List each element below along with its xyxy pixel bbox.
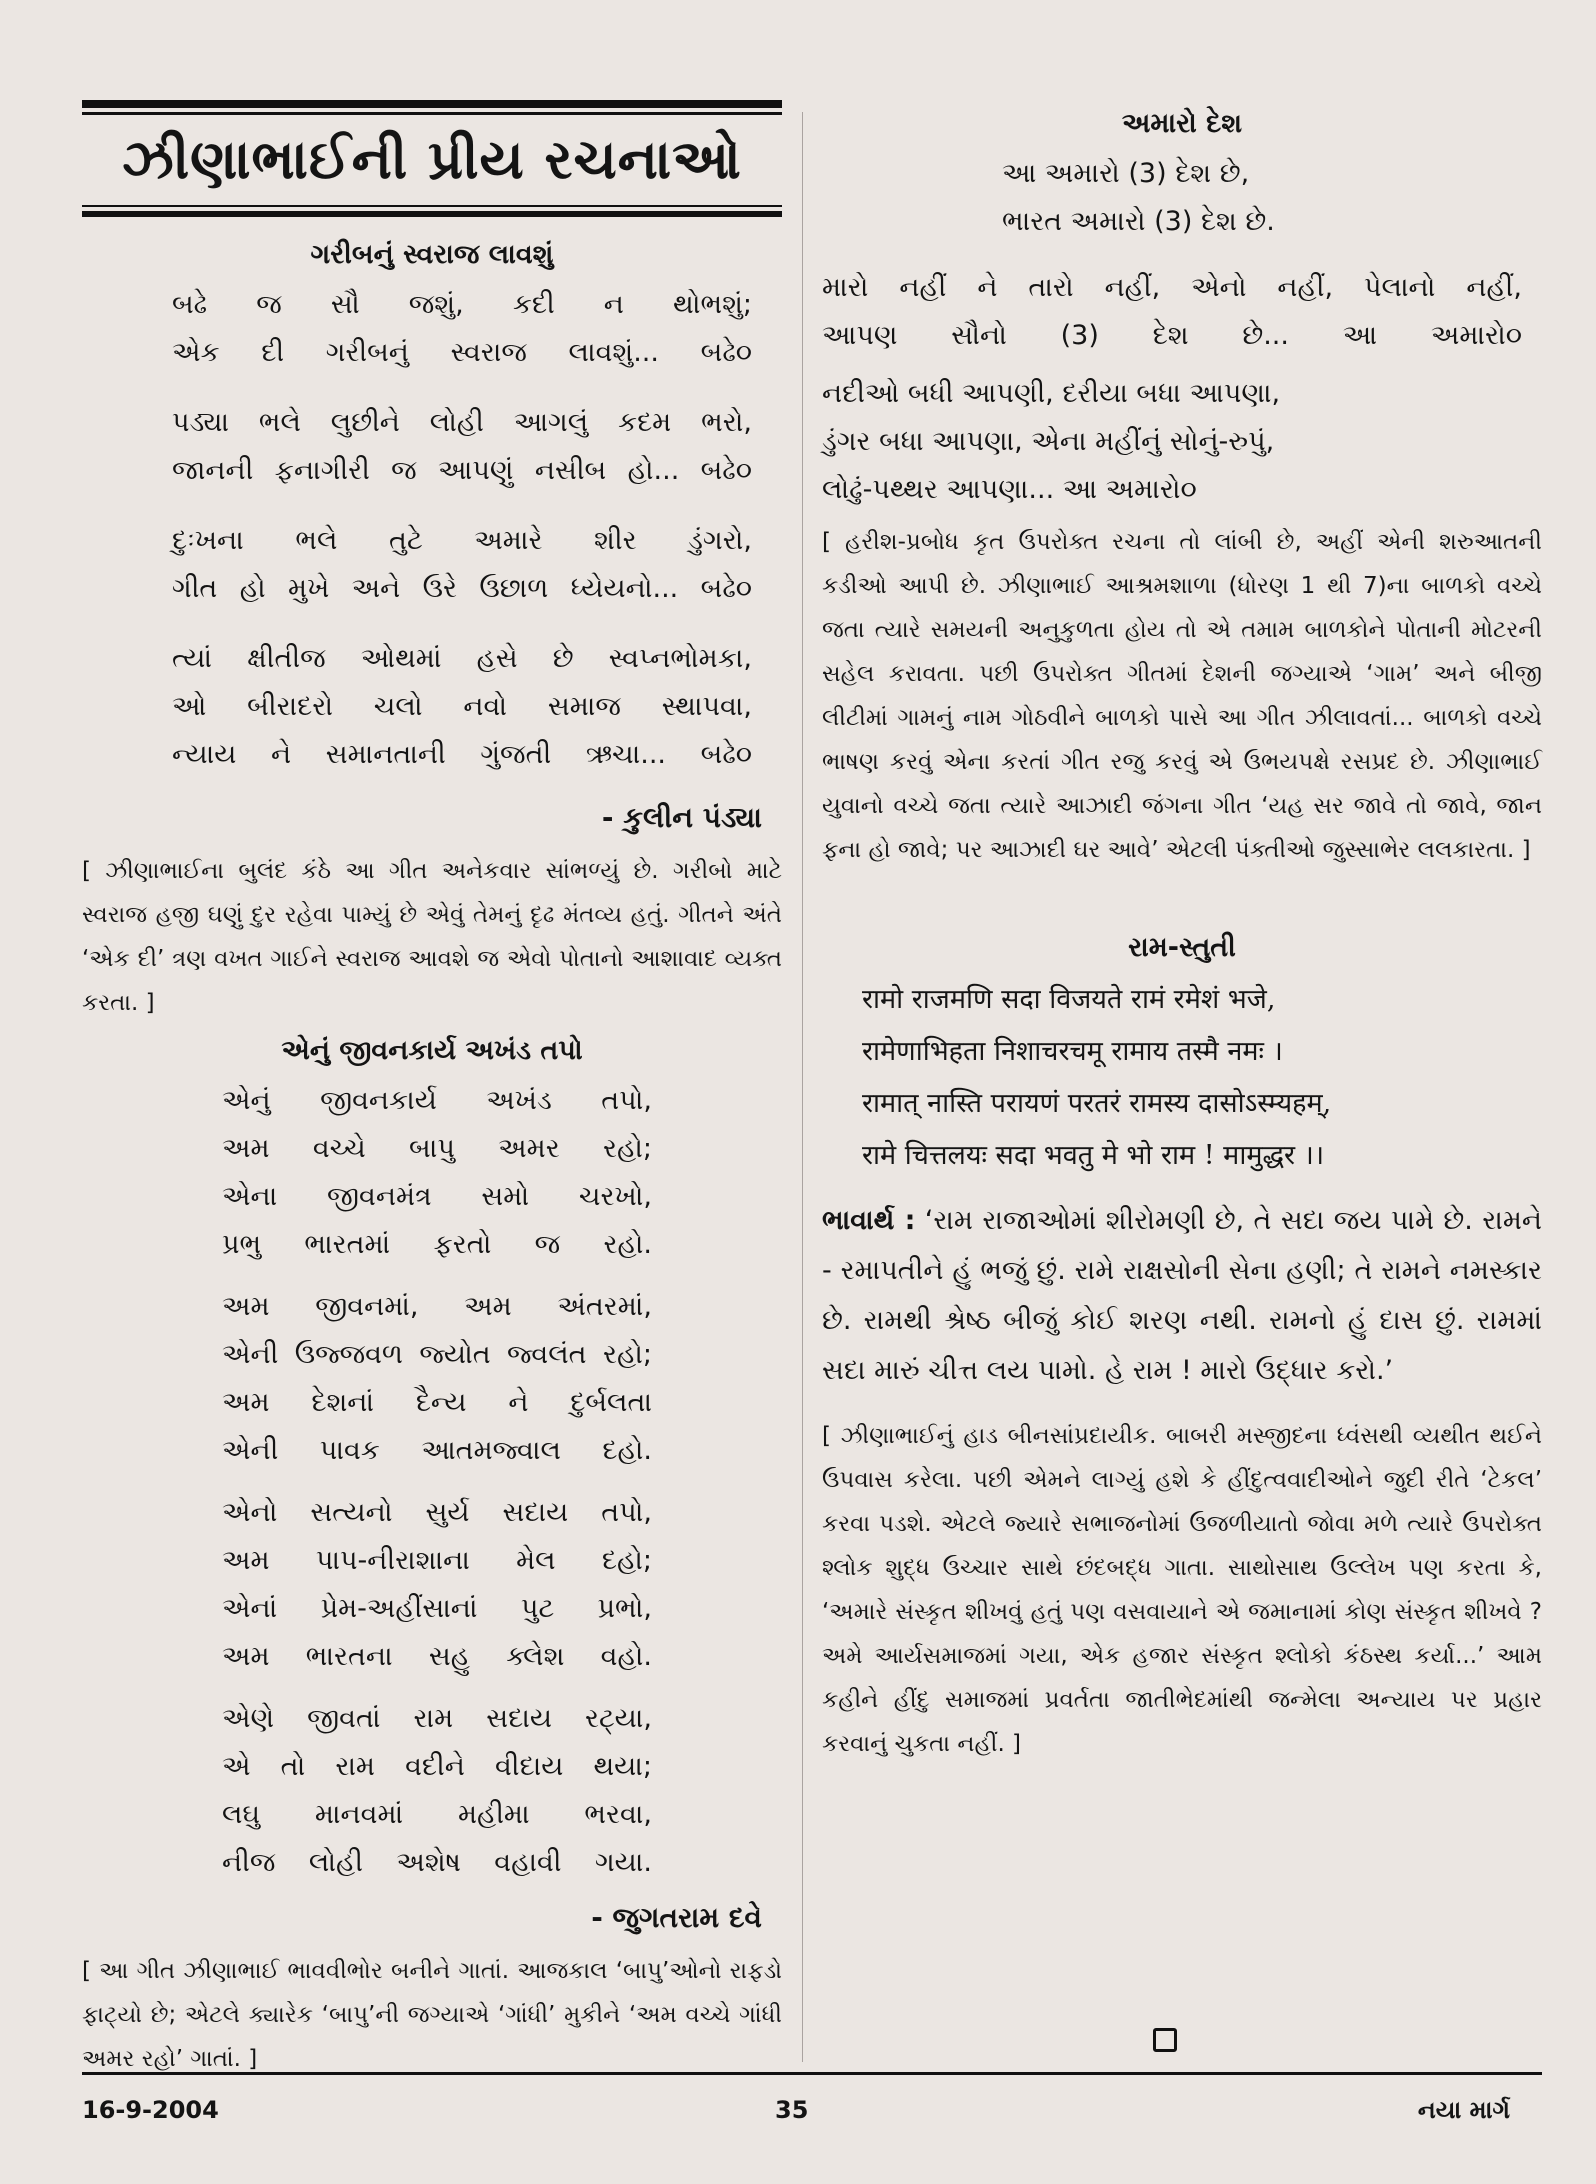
magazine-name: નયા માર્ગ (1417, 2096, 1510, 2124)
shloka-line: रामे चित्तलयः सदा भवतु मे भो राम ! मामुद्धर ।। (862, 1140, 1325, 1171)
poem-line: બઢે જ સૌ જશું, કદી ન થોભશું; (172, 289, 752, 321)
shloka-line: रामो राजमणि सदा विजयते रामं रमेशं भजे, (862, 984, 1276, 1015)
page-headline: ઝીણાભાઈની પ્રીય રચનાઓ (122, 128, 742, 191)
poem-author: - કુલીન પંડ્યા (601, 801, 762, 835)
poem-line: એક દી ગરીબનું સ્વરાજ લાવશું... બઢે૦ (172, 337, 752, 369)
poem-line: મારો નહીં ને તારો નહીં, એનો નહીં, પેલાનો નહીં, (822, 272, 1522, 303)
stanza (82, 635, 782, 779)
poem-line: એના જીવનમંત્ર સમો ચરખો, (222, 1181, 652, 1213)
poem-line: એણે જીવતાં રામ સદાય રટ્યા, (222, 1703, 652, 1735)
poem-line: ત્યાં ક્ષીતીજ ઓથમાં હસે છે સ્વપ્નભોમકા, (172, 643, 752, 675)
editor-note: [ આ ગીત ઝીણાભાઈ ભાવવીભોર બનીને ગાતાં. આજકાલ ‘બાપુ’ઓનો રાફડો ફાટ્યો છે; એટલે ક્યારેક ‘બાપુ’ની જગ્યાએ ‘ગાંધી’ મુકીને ‘અમ વચ્ચે ગાંધી અમર રહો’ ગાતાં. ] (82, 1958, 782, 2073)
end-of-article-mark (1153, 2028, 1177, 2052)
poem-line: અમ ભારતના સહુ ક્લેશ વહો. (222, 1641, 652, 1673)
sanskrit-shloka (822, 974, 1542, 1182)
stanza (82, 517, 782, 613)
poem-line: એની ઉજ્જવળ જ્યોત જ્વલંત રહો; (222, 1339, 652, 1371)
poem-line: જાનની ફનાગીરી જ આપણું નસીબ હો... બઢે૦ (172, 455, 752, 487)
footer-rule (82, 2072, 1542, 2075)
poem-line: અમ દેશનાં દૈન્ય ને દુર્બલતા (222, 1387, 652, 1419)
poem-line: અમ પાપ-નીરાશાના મેલ દહો; (222, 1545, 652, 1577)
poem-line: દુઃખના ભલે તુટે અમારે શીર ડુંગરો, (172, 525, 752, 557)
editor-note: [ ઝીણાભાઈના બુલંદ કંઠે આ ગીત અનેકવાર સાંભળ્યું છે. ગરીબો માટે સ્વરાજ હજી ઘણું દુર રહેવા પામ્યું છે એવું તેમનું દૃઢ મંતવ્ય હતું. ગીતને અંતે ‘એક દી’ ત્રણ વખત ગાઈને સ્વરાજ આવશે જ એવો પોતાનો આશાવાદ વ્યક્ત કરતા. ] (82, 858, 782, 1017)
stanza (82, 281, 782, 377)
right-column (822, 108, 1542, 1776)
poem-title: રામ-સ્તુતી (1128, 932, 1236, 963)
poem-line: પ્રભુ ભારતમાં ફરતો જ રહો. (222, 1229, 652, 1261)
poem-amaro-desh (822, 108, 1542, 872)
page-number: 35 (775, 2096, 809, 2124)
poem-line: અમ વચ્ચે બાપુ અમર રહો; (222, 1133, 652, 1165)
stanza (82, 1489, 782, 1681)
poem-title: એનું જીવનકાર્ય અખંડ તપો (281, 1035, 583, 1067)
poem-line: એનો સત્યનો સુર્ય સદાય તપો, (222, 1497, 652, 1529)
poem-line: ઓ બીરાદરો ચલો નવો સમાજ સ્થાપવા, (172, 691, 752, 723)
poem-line: આ અમારો (3) દેશ છે, (1002, 158, 1250, 189)
poem-line: લઘુ માનવમાં મહીમા ભરવા, (222, 1799, 652, 1831)
poem-line: ગીત હો મુખે અને ઉરે ઉછાળ ધ્યેયનો... બઢે૦ (172, 573, 752, 605)
poem-line: નીજ લોહી અશેષ વહાવી ગયા. (222, 1847, 652, 1879)
poem-line: એની પાવક આતમજ્વાલ દહો. (222, 1435, 652, 1467)
poem-line: એનાં પ્રેમ-અહીંસાનાં પુટ પ્રભો, (222, 1593, 652, 1625)
bhavarth-text: ‘રામ રાજાઓમાં શીરોમણી છે, તે સદા જય પામે છે. રામને - રમાપતીને હું ભજું છું. રામે રાક્ષસોની સેના હણી; તે રામને નમસ્કાર છે. રામથી શ્રેષ્ઠ બીજું કોઈ શરણ નથી. રામનો હું દાસ છું. રામમાં સદા મારું ચીત્ત લય પામો. હે રામ ! મારો ઉદ્ધાર કરો.’ (822, 1205, 1543, 1386)
footer-date: 16-9-2004 (82, 2096, 219, 2124)
poem-line: પડ્યા ભલે લુછીને લોહી આગલું કદમ ભરો, (172, 407, 752, 439)
poem-ram-stuti (822, 932, 1542, 1766)
stanza (82, 1077, 782, 1269)
poem-line: ન્યાય ને સમાનતાની ગુંજતી ઋચા... બઢે૦ (172, 739, 752, 771)
bhavarth-paragraph (822, 1196, 1542, 1396)
poem-line: એનું જીવનકાર્ય અખંડ તપો, (222, 1085, 652, 1117)
poem-line: અમ જીવનમાં, અમ અંતરમાં, (222, 1291, 652, 1323)
editor-note: [ હરીશ-પ્રબોધ કૃત ઉપરોક્ત રચના તો લાંબી છે, અહીં એની શરુઆતની કડીઓ આપી છે. ઝીણાભાઈ આશ્રમશાળા (ધોરણ 1 થી 7)ના બાળકો વચ્ચે જતા ત્યારે સમયની અનુકુળતા હોય તો એ તમામ બાળકોને પોતાની મોટરની સહેલ કરાવતા. પછી ઉપરોક્ત ગીતમાં દેશની જગ્યાએ ‘ગામ’ અને બીજી લીટીમાં ગામનું નામ ગોઠવીને બાળકો પાસે આ ગીત ઝીલાવતાં... બાળકો વચ્ચે ભાષણ કરવું એના કરતાં ગીત રજુ કરવું એ ઉભયપક્ષે રસપ્રદ છે. ઝીણાભાઈ યુવાનો વચ્ચે જતા ત્યારે આઝાદી જંગના ગીત ‘યહ સર જાવે તો જાવે, જાન ફના હો જાવે; પર આઝાદી ઘર આવે’ એટલી પંક્તીઓ જુસ્સાભેર લલકારતા. ] (822, 529, 1542, 863)
headline-box (82, 100, 782, 217)
poem-jivankarya (82, 1035, 782, 2081)
stanza (822, 264, 1542, 360)
poem-garibnu-swaraj (82, 239, 782, 1025)
column-divider (802, 112, 803, 2062)
stanza (822, 370, 1542, 514)
poem-line: એ તો રામ વદીને વીદાય થયા; (222, 1751, 652, 1783)
left-column (82, 100, 782, 2091)
poem-line: લોઢું-પથ્થર આપણા... આ અમારો૦ (822, 474, 1197, 505)
poem-line: નદીઓ બધી આપણી, દરીયા બધા આપણા, (822, 378, 1281, 409)
editor-note: [ ઝીણાભાઈનું હાડ બીનસાંપ્રદાયીક. બાબરી મસ્જીદના ધ્વંસથી વ્યથીત થઈને ઉપવાસ કરેલા. પછી એમને લાગ્યું હશે કે હીંદુત્વવાદીઓને જુદી રીતે ‘ટેકલ’ કરવા પડશે. એટલે જ્યારે સભાજનોમાં ઉજળીયાતો જોવા મળે ત્યારે ઉપરોક્ત શ્લોક શુદ્ધ ઉચ્ચાર સાથે છંદબદ્ધ ગાતા. સાથોસાથ ઉલ્લેખ પણ કરતા કે, ‘અમારે સંસ્કૃત શીખવું હતું પણ વસવાયાને એ જમાનામાં કોણ સંસ્કૃત શીખવે ? અમે આર્યસમાજમાં ગયા, એક હજાર સંસ્કૃત શ્લોકો કંઠસ્થ કર્યા...’ આમ કહીને હીંદુ સમાજમાં પ્રવર્તતા જાતીભેદમાંથી જન્મેલા અન્યાય પર પ્રહાર કરવાનું ચુકતા નહીં. ] (822, 1423, 1542, 1757)
poem-title: ગરીબનું સ્વરાજ લાવશું (310, 239, 554, 271)
shloka-line: रामात् नास्ति परायणं परतरं रामस्य दासोऽस्म्यहम्, (862, 1088, 1332, 1119)
stanza (82, 1695, 782, 1887)
bhavarth-label: ભાવાર્થ : (822, 1205, 916, 1236)
poem-line: ભારત અમારો (3) દેશ છે. (1002, 206, 1275, 237)
stanza (82, 1283, 782, 1475)
stanza (822, 150, 1542, 246)
shloka-line: रामेणाभिहता निशाचरचमू रामाय तस्मै नमः । (862, 1036, 1283, 1067)
poem-title: અમારો દેશ (1121, 108, 1243, 139)
poem-author: - જુગતરામ દવે (591, 1901, 762, 1935)
poem-line: ડુંગર બધા આપણા, એના મહીંનું સોનું-રુપું, (822, 426, 1275, 457)
stanza (82, 399, 782, 495)
poem-line: આપણ સૌનો (3) દેશ છે... આ અમારો૦ (822, 320, 1522, 351)
